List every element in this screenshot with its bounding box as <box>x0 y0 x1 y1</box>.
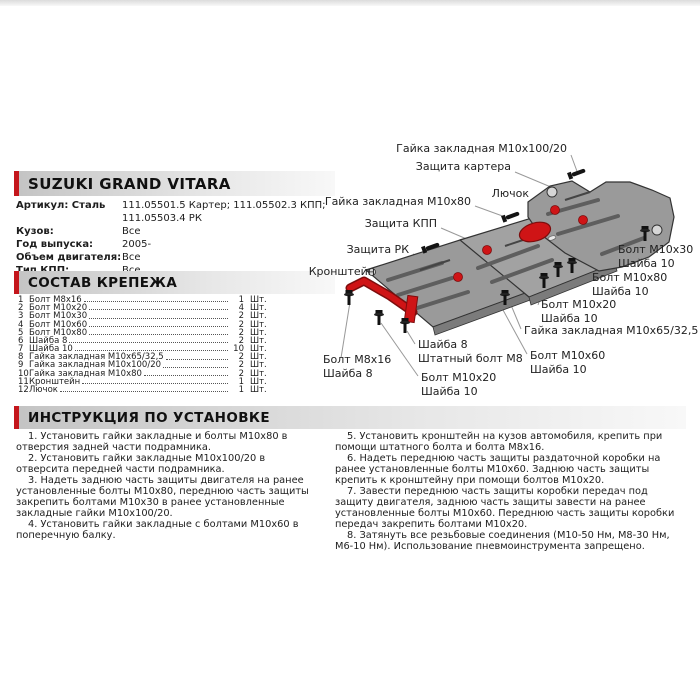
dot-leader <box>60 391 228 392</box>
callout-label: Шайба 10 <box>421 385 478 398</box>
part-qty: 1 <box>238 294 244 305</box>
part-num: 1 <box>18 294 24 305</box>
part-qty: 2 <box>238 311 244 322</box>
hardware-title-text: СОСТАВ КРЕПЕЖА <box>28 275 178 291</box>
part-num: 8 <box>18 352 24 363</box>
dot-leader <box>166 359 228 360</box>
exploded-view-diagram <box>300 118 700 406</box>
instruction-step: 3. Надеть заднюю часть защиты двигателя на ранее установленные болты М10х80, переднюю часть защиты закрепить болтами М10х30 в ранее установленные закладные гайки М10х100/20. <box>16 475 309 519</box>
callout-label: Шайба 10 <box>618 257 675 270</box>
callout-label: Защита картера <box>415 160 511 173</box>
part-num: 9 <box>18 360 24 371</box>
part-name: Лючок <box>29 385 58 396</box>
part-num: 2 <box>18 303 24 314</box>
part-qty: 1 <box>238 376 244 387</box>
part-unit: Шт. <box>250 360 267 371</box>
dot-leader <box>82 383 228 384</box>
callout-label: Лючок <box>491 187 529 200</box>
spec-value: Все <box>122 252 141 263</box>
spec-value: Все <box>122 226 141 237</box>
callout-label: Шайба 8 <box>418 338 468 351</box>
instructions-section-title <box>14 406 686 429</box>
part-num: 10 <box>18 368 29 379</box>
part-num: 12 <box>18 385 29 396</box>
page-title-text: SUZUKI GRAND VITARA <box>28 175 231 193</box>
dot-leader <box>144 375 228 376</box>
part-name: Гайка закладная М10х65/32,5 <box>29 352 164 363</box>
dot-leader <box>69 342 228 343</box>
instructions-body <box>16 431 692 552</box>
part-name: Болт М10х20 <box>29 303 88 314</box>
callout-label: Защита КПП <box>364 217 437 230</box>
part-unit: Шт. <box>250 311 267 322</box>
spec-value: 111.05501.5 Картер; 111.05502.3 КПП; 111.05503.4 РК <box>122 200 326 224</box>
part-qty: 4 <box>238 303 244 314</box>
part-name: Гайка закладная М10х100/20 <box>29 360 162 371</box>
instructions-title-text: ИНСТРУКЦИЯ ПО УСТАНОВКЕ <box>28 410 270 426</box>
callout-label: Гайка закладная М10х80 <box>324 195 471 208</box>
instruction-step: 4. Установить гайки закладные с болтами М10х60 в поперечную балку. <box>16 519 299 541</box>
hardware-section-title <box>14 271 335 294</box>
spec-label: Артикул: Сталь <box>16 200 106 211</box>
instruction-step: 7. Завести переднюю часть защиты коробки передач под защиту двигателя, заднюю часть защиты завести на ранее установленные болты М10х60. Переднюю часть защиты коробки передач закрепить болтами М10х20. <box>335 486 675 530</box>
instruction-step: 8. Затянуть все резьбовые соединения (М10-50 Нм, М8-30 Нм, М6-10 Нм). Использование пневмоинструмента запрещено. <box>335 530 670 552</box>
part-qty: 2 <box>238 335 244 346</box>
part-qty: 2 <box>238 360 244 371</box>
callout-label: Штатный болт М8 <box>418 352 523 365</box>
dot-leader <box>89 309 228 310</box>
spec-label: Объем двигателя: <box>16 252 122 263</box>
part-qty: 1 <box>238 385 244 396</box>
spec-row-article <box>16 199 336 225</box>
callout-label: Шайба 10 <box>592 285 649 298</box>
instruction-step: 2. Установить гайки закладные М10х100/20 в отверсита передней части подрамника. <box>16 453 266 475</box>
part-unit: Шт. <box>250 294 267 305</box>
part-name: Шайба 8 <box>29 335 68 346</box>
part-name: Болт М10х80 <box>29 327 88 338</box>
part-qty: 2 <box>238 352 244 363</box>
instruction-step: 1. Установить гайки закладные и болты М10х80 в отверстия задней части подрамника. <box>16 431 288 453</box>
callout-label: Кронштейн <box>308 265 375 278</box>
part-name: Гайка закладная М10х80 <box>29 368 142 379</box>
callout-label: Гайка закладная М10х100/20 <box>396 142 567 155</box>
instructions-column-left <box>16 431 319 552</box>
part-num: 4 <box>18 319 24 330</box>
spec-row-year <box>16 238 336 251</box>
part-unit: Шт. <box>250 376 267 387</box>
part-unit: Шт. <box>250 368 267 379</box>
scan-edge-artifact <box>0 0 700 6</box>
page-title <box>14 171 335 196</box>
part-unit: Шт. <box>250 385 267 396</box>
part-name: Кронштейн <box>29 376 81 387</box>
callout-label: Защита РК <box>346 243 409 256</box>
callout-label: Болт М10х20 <box>421 371 497 384</box>
part-num: 5 <box>18 327 24 338</box>
part-unit: Шт. <box>250 344 267 355</box>
dot-leader <box>89 318 228 319</box>
part-num: 7 <box>18 344 24 355</box>
spec-value: 2005- <box>122 239 152 250</box>
callout-label: Шайба 8 <box>323 367 373 380</box>
table-row <box>18 386 270 394</box>
part-name: Шайба 10 <box>29 344 73 355</box>
callout-label: Болт М10х60 <box>530 349 606 362</box>
spec-label: Кузов: <box>16 226 54 237</box>
part-qty: 2 <box>238 319 244 330</box>
part-num: 6 <box>18 335 24 346</box>
callout-label: Болт М10х80 <box>592 271 668 284</box>
part-unit: Шт. <box>250 335 267 346</box>
dot-leader <box>89 334 228 335</box>
part-unit: Шт. <box>250 327 267 338</box>
part-qty: 10 <box>233 344 244 355</box>
instructions-column-right <box>335 431 687 552</box>
spec-table <box>16 199 336 277</box>
spec-label: Год выпуска: <box>16 239 94 250</box>
part-num: 3 <box>18 311 24 322</box>
hardware-list <box>18 296 270 394</box>
part-qty: 2 <box>238 368 244 379</box>
part-name: Болт М8х16 <box>29 294 82 305</box>
callout-label: Шайба 10 <box>530 363 587 376</box>
dot-leader <box>75 350 228 351</box>
callout-label: Болт М8х16 <box>323 353 392 366</box>
dot-leader <box>89 326 228 327</box>
part-unit: Шт. <box>250 319 267 330</box>
callout-label: Шайба 10 <box>541 312 598 325</box>
instruction-step: 6. Надеть переднюю часть защиты раздаточной коробки на ранее установленные болты М10х60. Заднюю часть защиты крепить к кронштейну при помощи болтов М10х20. <box>335 453 661 486</box>
dot-leader <box>84 301 228 302</box>
part-unit: Шт. <box>250 352 267 363</box>
callout-label: Болт М10х20 <box>541 298 617 311</box>
part-name: Болт М10х60 <box>29 319 88 330</box>
spec-row-engine <box>16 251 336 264</box>
dot-leader <box>163 367 228 368</box>
callout-label: Болт М10х30 <box>618 243 694 256</box>
callout-label: Гайка закладная М10х65/32,5 <box>524 324 699 337</box>
part-num: 11 <box>18 376 29 387</box>
spec-row-body <box>16 225 336 238</box>
instruction-step: 5. Установить кронштейн на кузов автомобиля, крепить при помощи штатного болта и болта М8х16. <box>335 431 663 453</box>
part-qty: 2 <box>238 327 244 338</box>
part-unit: Шт. <box>250 303 267 314</box>
part-name: Болт М10х30 <box>29 311 88 322</box>
